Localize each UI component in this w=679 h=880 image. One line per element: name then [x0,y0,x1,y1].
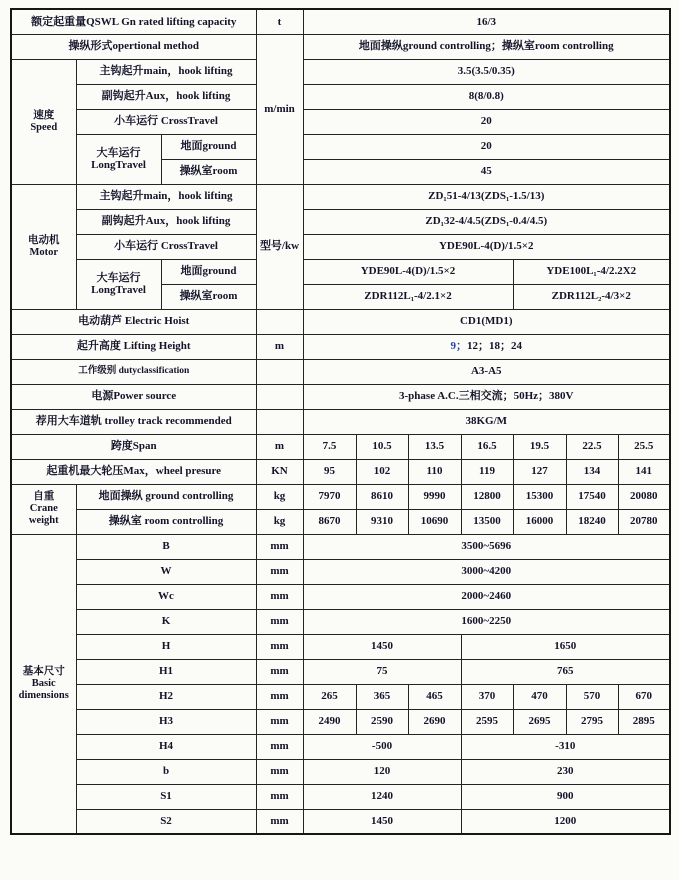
crane-weight-room-value-1: 8670 [303,509,356,534]
row-dim-K [11,609,670,634]
crane-weight-room-label: 操纵室 room controlling [76,509,256,534]
crane-weight-room-value-4: 13500 [461,509,513,534]
row-speed-longtravel-ground [11,134,670,159]
dim-W-value: 3000~4200 [303,559,670,584]
hoist-unit [256,309,303,334]
motor-cross-travel-label: 小车运行 CrossTravel [76,234,256,259]
lifting-height-label: 起升高度 Lifting Height [11,334,256,359]
speed-aux-hook-label: 副钩起升Aux，hook lifting [76,84,256,109]
motor-cross-travel-value: YDE90L-4(D)/1.5×2 [303,234,670,259]
dimensions-group-en: Basic dimensions [18,677,69,701]
dim-Wc-value: 2000~2460 [303,584,670,609]
crane-weight-ground-unit: kg [256,484,303,509]
wheel-pressure-value-3: 110 [408,459,461,484]
crane-weight-ground-value-2: 8610 [356,484,408,509]
dim-H-value-right: 1650 [461,634,670,659]
row-dim-H4 [11,734,670,759]
dim-B-label: B [76,534,256,559]
speed-longtravel-room-label: 操纵室room [161,159,256,184]
motor-longtravel-label [76,259,161,309]
crane-weight-ground-label: 地面操纵 ground controlling [76,484,256,509]
dim-H4-label: H4 [76,734,256,759]
speed-cross-travel-label: 小车运行 CrossTravel [76,109,256,134]
motor-main-hook-label: 主钩起升main，hook lifting [76,184,256,209]
dim-B-value: 3500~5696 [303,534,670,559]
speed-group-en: Speed [30,121,58,133]
row-dim-b [11,759,670,784]
speed-longtravel-label-en: LongTravel [91,159,146,171]
dim-b-value-right: 230 [461,759,670,784]
dim-b-label: b [76,759,256,784]
dim-H1-label: H1 [76,659,256,684]
crane-weight-group-en: Crane weight [28,503,59,526]
wheel-pressure-value-4: 119 [461,459,513,484]
dim-b-unit: mm [256,759,303,784]
motor-longtravel-label-en: LongTravel [91,284,146,296]
dim-S2-value-right: 1200 [461,809,670,834]
span-label: 跨度Span [11,434,256,459]
dim-H3-value-5: 2695 [513,709,566,734]
dim-H3-value-2: 2590 [356,709,408,734]
power-unit [256,384,303,409]
motor-aux-hook-label: 副钩起升Aux，hook lifting [76,209,256,234]
motor-longtravel-ground-label: 地面ground [161,259,256,284]
dim-K-unit: mm [256,609,303,634]
power-value: 3-phase A.C.三相交流；50Hz；380V [303,384,670,409]
dim-S1-value-left: 1240 [303,784,461,809]
motor-group-en: Motor [29,246,59,258]
dim-S2-value-left: 1450 [303,809,461,834]
lifting-height-value: 9；12；18；24 [303,334,670,359]
row-dim-S1 [11,784,670,809]
crane-weight-ground-value-3: 9990 [408,484,461,509]
crane-weight-room-value-5: 16000 [513,509,566,534]
dim-H2-value-3: 465 [408,684,461,709]
motor-longtravel-ground-value-left: YDE90L-4(D)/1.5×2 [303,259,513,284]
dim-H2-value-4: 370 [461,684,513,709]
row-crane-weight-ground [11,484,670,509]
dim-H3-value-3: 2690 [408,709,461,734]
motor-group [11,184,76,309]
row-crane-weight-room [11,509,670,534]
motor-unit: 型号/kw [256,184,303,309]
method-label: 操纵形式opertional method [11,34,256,59]
dim-B-unit: mm [256,534,303,559]
wheel-pressure-value-1: 95 [303,459,356,484]
method-value: 地面操纵ground controlling；操纵室room controlling [303,34,670,59]
wheel-pressure-unit: KN [256,459,303,484]
power-label: 电源Power source [11,384,256,409]
speed-group-zh: 速度 [33,109,55,121]
span-value-3: 13.5 [408,434,461,459]
crane-weight-ground-value-6: 17540 [566,484,618,509]
dim-H3-value-6: 2795 [566,709,618,734]
dim-H4-value-left: -500 [303,734,461,759]
dim-H3-unit: mm [256,709,303,734]
row-motor-main-hook [11,184,670,209]
motor-aux-hook-value: ZD₁32-4/4.5(ZDS₁-0.4/4.5) [303,209,670,234]
track-unit [256,409,303,434]
motor-longtravel-room-value-right: ZDR112L₂-4/3×2 [513,284,670,309]
hoist-label: 电动葫芦 Electric Hoist [11,309,256,334]
track-value: 38KG/M [303,409,670,434]
dim-H-label: H [76,634,256,659]
dim-K-value: 1600~2250 [303,609,670,634]
row-lifting-height [11,334,670,359]
speed-longtravel-label-zh: 大车运行 [96,146,141,159]
dim-S1-value-right: 900 [461,784,670,809]
capacity-unit: t [256,9,303,34]
hoist-value: CD1(MD1) [303,309,670,334]
speed-longtravel-ground-label: 地面ground [161,134,256,159]
motor-longtravel-label-zh: 大车运行 [96,271,141,284]
dim-H1-value-right: 765 [461,659,670,684]
motor-main-hook-value: ZD₁51-4/13(ZDS₁-1.5/13) [303,184,670,209]
span-value-2: 10.5 [356,434,408,459]
row-dim-H3 [11,709,670,734]
row-speed-cross-travel [11,109,670,134]
crane-weight-room-unit: kg [256,509,303,534]
crane-weight-group [11,484,76,534]
row-dim-S2 [11,809,670,834]
duty-label: 工作级别 dutyclassification [11,359,256,384]
speed-aux-hook-value: 8(8/0.8) [303,84,670,109]
row-dim-H [11,634,670,659]
crane-weight-room-value-3: 10690 [408,509,461,534]
row-power [11,384,670,409]
dim-H4-value-right: -310 [461,734,670,759]
dim-H2-unit: mm [256,684,303,709]
row-wheel-pressure [11,459,670,484]
row-span [11,434,670,459]
row-dim-H2 [11,684,670,709]
dim-H3-value-1: 2490 [303,709,356,734]
dim-H4-unit: mm [256,734,303,759]
speed-longtravel-room-value: 45 [303,159,670,184]
span-value-1: 7.5 [303,434,356,459]
speed-main-hook-label: 主钩起升main，hook lifting [76,59,256,84]
row-duty [11,359,670,384]
motor-group-zh: 电动机 [28,234,60,246]
row-capacity [11,9,670,34]
track-label: 荐用大车道轨 trolley track recommended [11,409,256,434]
crane-weight-room-value-7: 20780 [618,509,670,534]
row-method [11,34,670,59]
crane-weight-ground-value-4: 12800 [461,484,513,509]
row-dim-B [11,534,670,559]
speed-unit: m/min [256,34,303,184]
speed-longtravel-label [76,134,161,184]
row-track [11,409,670,434]
dim-H3-label: H3 [76,709,256,734]
span-value-7: 25.5 [618,434,670,459]
dim-W-unit: mm [256,559,303,584]
dim-S1-label: S1 [76,784,256,809]
span-value-5: 19.5 [513,434,566,459]
row-dim-H1 [11,659,670,684]
motor-longtravel-room-label: 操纵室room [161,284,256,309]
crane-weight-group-zh: 自重 [33,491,55,503]
row-motor-longtravel-ground [11,259,670,284]
speed-group [11,59,76,184]
dim-b-value-left: 120 [303,759,461,784]
dim-H2-value-7: 670 [618,684,670,709]
dim-H-value-left: 1450 [303,634,461,659]
dim-Wc-unit: mm [256,584,303,609]
dim-H2-label: H2 [76,684,256,709]
dimensions-group [11,534,76,834]
crane-weight-room-value-6: 18240 [566,509,618,534]
crane-weight-ground-value-1: 7970 [303,484,356,509]
dimensions-group-zh: 基本尺寸 [22,666,65,678]
wheel-pressure-value-5: 127 [513,459,566,484]
crane-weight-room-value-2: 9310 [356,509,408,534]
dim-H3-value-7: 2895 [618,709,670,734]
span-unit: m [256,434,303,459]
motor-longtravel-room-value-left: ZDR112L₁-4/2.1×2 [303,284,513,309]
row-hoist [11,309,670,334]
wheel-pressure-value-6: 134 [566,459,618,484]
dim-H1-value-left: 75 [303,659,461,684]
speed-main-hook-value: 3.5(3.5/0.35) [303,59,670,84]
dim-H3-value-4: 2595 [461,709,513,734]
wheel-pressure-value-2: 102 [356,459,408,484]
speed-cross-travel-value: 20 [303,109,670,134]
dim-S1-unit: mm [256,784,303,809]
row-dim-W [11,559,670,584]
dim-K-label: K [76,609,256,634]
row-motor-cross-travel [11,234,670,259]
capacity-value: 16/3 [303,9,670,34]
crane-weight-ground-value-7: 20080 [618,484,670,509]
duty-unit [256,359,303,384]
crane-spec-table [10,8,671,835]
duty-value: A3-A5 [303,359,670,384]
dim-H2-value-2: 365 [356,684,408,709]
dim-S2-unit: mm [256,809,303,834]
crane-weight-ground-value-5: 15300 [513,484,566,509]
row-dim-Wc [11,584,670,609]
row-motor-aux-hook [11,209,670,234]
span-value-4: 16.5 [461,434,513,459]
wheel-pressure-value-7: 141 [618,459,670,484]
dim-H2-value-5: 470 [513,684,566,709]
dim-H2-value-6: 570 [566,684,618,709]
capacity-label: 额定起重量QSWL Gn rated lifting capacity [11,9,256,34]
speed-longtravel-ground-value: 20 [303,134,670,159]
dim-H1-unit: mm [256,659,303,684]
dim-W-label: W [76,559,256,584]
lifting-height-unit: m [256,334,303,359]
dim-H-unit: mm [256,634,303,659]
row-speed-main-hook [11,59,670,84]
span-value-6: 22.5 [566,434,618,459]
dim-S2-label: S2 [76,809,256,834]
dim-Wc-label: Wc [76,584,256,609]
wheel-pressure-label: 起重机最大轮压Max，wheel presure [11,459,256,484]
motor-longtravel-ground-value-right: YDE100L₁-4/2.2X2 [513,259,670,284]
dim-H2-value-1: 265 [303,684,356,709]
row-speed-aux-hook [11,84,670,109]
